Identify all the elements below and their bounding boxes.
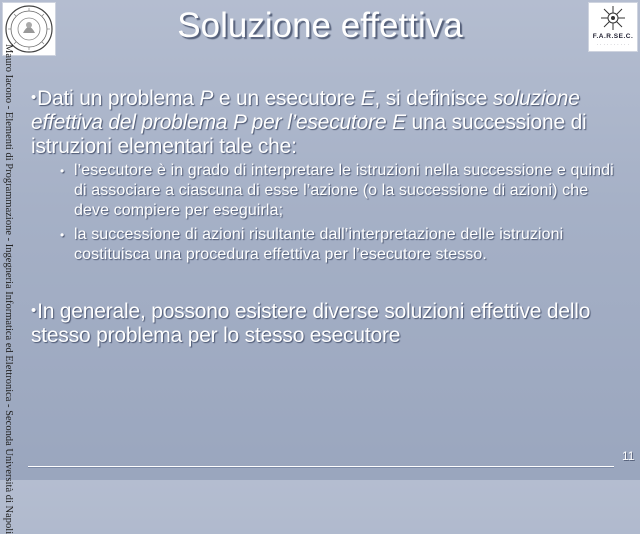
sub-bullet-text: la successione di azioni risultante dall’interpretazione delle istruzioni costituisca una procedura effettiva per l’esecutore stesso. <box>74 226 564 263</box>
bullet-1-problem-var: P <box>199 87 214 110</box>
bullet-2-text: In generale, possono esistere diverse soluzioni effettive dello stesso problema per lo stesso esecutore <box>31 300 591 347</box>
footer-divider <box>28 466 614 467</box>
farsec-logo-text: F.A.R.SE.C. <box>592 33 634 40</box>
sub-bullet-item <box>61 225 621 265</box>
bullet-icon: • <box>31 302 37 319</box>
bullet-1 <box>31 86 621 159</box>
farsec-logo <box>588 2 638 52</box>
vertical-side-caption: Mauro Iacono - Elementi di Programmazione - Ingegneria Informatica ed Elettronica - Seconda Università di Napoli <box>3 44 14 534</box>
bullet-1-text-c: , si definisce <box>374 87 493 110</box>
bullet-1-text-d: una successione di istruzioni elementari tale che: <box>31 111 587 158</box>
farsec-logo-subtext: · · · · · · · · · · <box>596 42 630 47</box>
bullet-1-text-b: e un esecutore <box>213 87 361 110</box>
bullet-icon: • <box>60 228 65 242</box>
bullet-1-definition: soluzione effettiva del problema P per l’esecutore E <box>31 87 580 134</box>
slide-title: Soluzione effettiva <box>177 6 463 45</box>
sub-bullet-item <box>61 161 621 221</box>
sub-bullet-list <box>31 161 621 265</box>
bullet-icon: • <box>31 89 37 106</box>
bullet-1-executor-var: E <box>360 87 375 110</box>
bullet-icon: • <box>60 164 65 178</box>
bullet-1-text-a: Dati un problema <box>37 87 200 110</box>
sub-bullet-text: l’esecutore è in grado di interpretare le istruzioni nella successione e quindi di associare a ciascuna di esse l’azione (o la successione di azioni) che deve compiere per eseguirla; <box>74 162 614 219</box>
page-number: 11 <box>622 449 635 463</box>
slide-body <box>31 86 621 348</box>
bullet-2 <box>31 299 621 348</box>
